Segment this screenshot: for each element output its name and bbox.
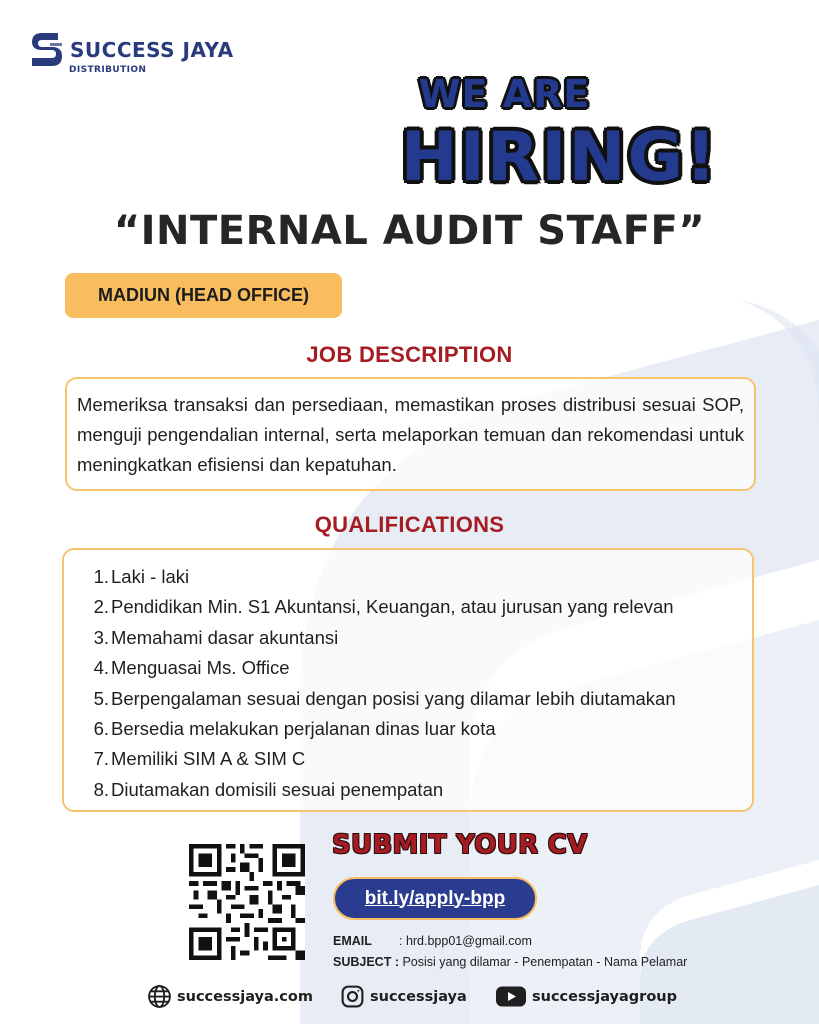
contact-email-row xyxy=(333,934,532,948)
job-description-heading: JOB DESCRIPTION xyxy=(306,342,513,367)
email-label: EMAIL xyxy=(333,934,372,948)
subject-value: Posisi yang dilamar - Penempatan - Nama Pelamar xyxy=(398,955,688,969)
footer-instagram[interactable] xyxy=(340,984,467,1009)
list-item-text: Berpengalaman sesuai dengan posisi yang dilamar lebih diutamakan xyxy=(111,687,676,709)
list-item-text: Memahami dasar akuntansi xyxy=(111,626,339,648)
contact-subject-row xyxy=(333,955,687,969)
list-item-number: 7. xyxy=(93,748,109,770)
email-value[interactable]: : hrd.bpp01@gmail.com xyxy=(399,934,532,948)
apply-link-button[interactable]: bit.ly/apply-bpp xyxy=(333,877,537,920)
youtube-icon xyxy=(495,984,527,1009)
headline-we-are: WE ARE xyxy=(418,72,591,116)
list-item xyxy=(88,775,752,805)
list-item xyxy=(88,592,752,622)
job-description-box xyxy=(65,377,756,491)
qualifications-box xyxy=(62,548,754,812)
subject-label: SUBJECT : xyxy=(333,955,399,969)
company-logo xyxy=(28,30,234,75)
headline-hiring: HIRING! xyxy=(400,118,719,197)
list-item xyxy=(88,714,752,744)
list-item-text: Diutamakan domisili sesuai penempatan xyxy=(111,778,444,800)
list-item-number: 5. xyxy=(93,687,109,709)
list-item xyxy=(88,684,752,714)
youtube-label: successjayagroup xyxy=(532,988,677,1005)
list-item-number: 3. xyxy=(93,626,109,648)
list-item xyxy=(88,623,752,653)
list-item-text: Menguasai Ms. Office xyxy=(111,657,290,679)
list-item-number: 2. xyxy=(93,596,109,618)
instagram-icon xyxy=(340,984,365,1009)
list-item-text: Pendidikan Min. S1 Akuntansi, Keuangan, atau jurusan yang relevan xyxy=(111,596,674,618)
job-position-title: “INTERNAL AUDIT STAFF” xyxy=(113,208,706,254)
company-subtitle: DISTRIBUTION xyxy=(69,65,147,75)
list-item-text: Memiliki SIM A & SIM C xyxy=(111,748,306,770)
location-badge: MADIUN (HEAD OFFICE) xyxy=(65,273,342,318)
list-item-number: 4. xyxy=(93,657,109,679)
list-item xyxy=(88,653,752,683)
company-name: SUCCESS JAYA xyxy=(70,38,234,62)
list-item-text: Laki - laki xyxy=(111,566,190,587)
list-item-number: 8. xyxy=(93,778,109,800)
footer-website[interactable] xyxy=(147,984,313,1009)
instagram-label: successjaya xyxy=(370,988,467,1005)
qualifications-heading: QUALIFICATIONS xyxy=(314,512,505,537)
job-description-text: Memeriksa transaksi dan persediaan, memastikan proses distribusi sesuai SOP, menguji pengendalian internal, serta melaporkan temuan dan rekomendasi untuk meningkatkan efisiensi dan kepatuhan. xyxy=(77,394,744,475)
qr-code-icon[interactable] xyxy=(189,844,305,960)
success-jaya-logo-icon xyxy=(28,30,64,70)
list-item-text: Bersedia melakukan perjalanan dinas luar kota xyxy=(111,718,496,740)
list-item xyxy=(88,744,752,774)
list-item-number: 6. xyxy=(93,718,109,740)
qualifications-list xyxy=(88,562,752,805)
globe-icon xyxy=(147,984,172,1009)
submit-cv-heading: SUBMIT YOUR CV xyxy=(332,830,588,860)
list-item xyxy=(88,562,752,592)
website-label: successjaya.com xyxy=(177,988,313,1005)
footer-youtube[interactable] xyxy=(495,984,677,1009)
list-item-number: 1. xyxy=(93,566,109,587)
